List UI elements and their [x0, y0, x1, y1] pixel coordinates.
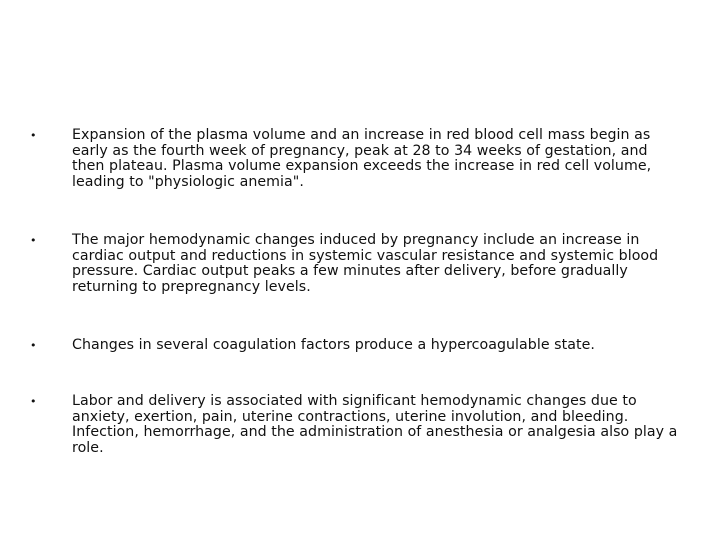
bullet-text: The major hemodynamic changes induced by pregnancy include an increase in cardiac output and reductions in systemic vascular resistance and systemic blood pressure. Cardiac output peaks a few minutes after delivery, before gradually returning to prepregnancy levels.	[72, 232, 659, 295]
bullet-marker: •	[30, 129, 37, 142]
bullet-marker: •	[30, 339, 37, 352]
bullet-marker: •	[30, 234, 37, 247]
bullet-text: Labor and delivery is associated with significant hemodynamic changes due to anxiety, exertion, pain, uterine contractions, uterine involution, and bleeding. Infection, hemorrhage, and the administration of anesthesia or analgesia also play a role.	[72, 393, 678, 456]
bullet-marker: •	[30, 395, 37, 408]
bullet-text: Expansion of the plasma volume and an increase in red blood cell mass begin as early as the fourth week of pregnancy, peak at 28 to 34 weeks of gestation, and then plateau. Plasma volume expansion exceeds the increase in red cell volume, leading to "physiologic anemia".	[72, 127, 652, 190]
bullet-text: Changes in several coagulation factors produce a hypercoagulable state.	[72, 337, 595, 353]
